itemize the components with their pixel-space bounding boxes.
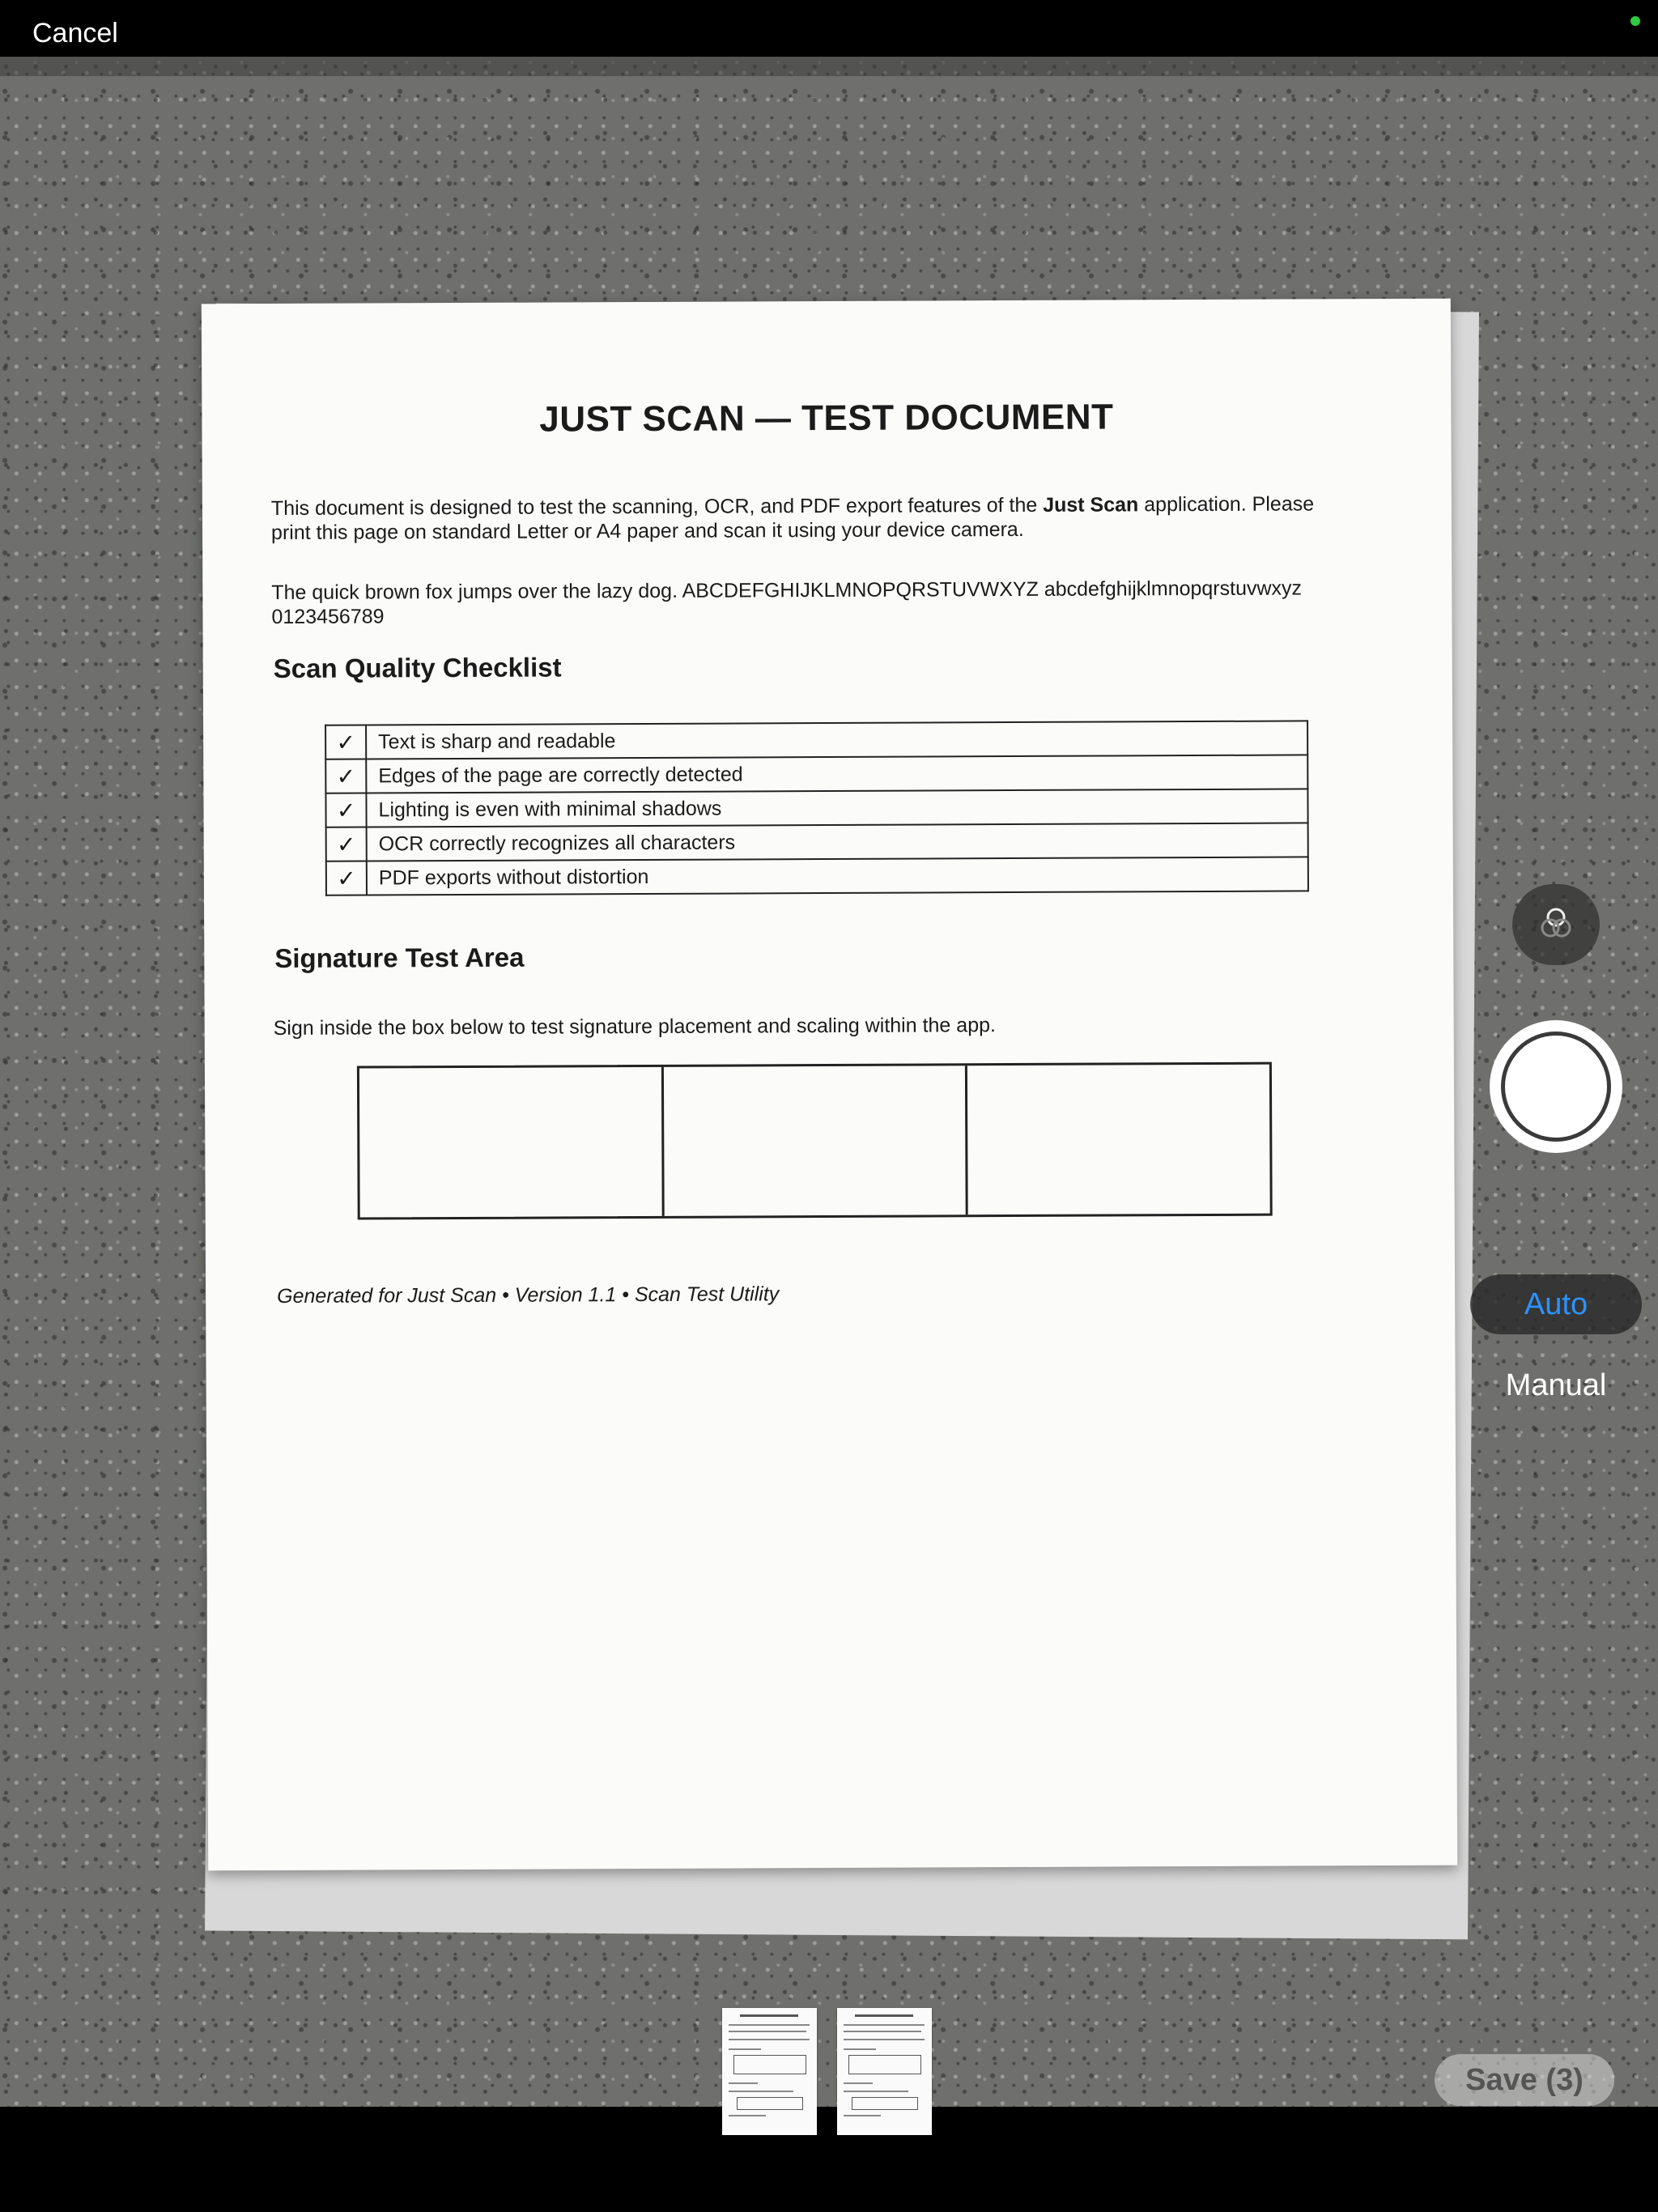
cancel-button[interactable]: Cancel: [32, 18, 118, 49]
shutter-inner-ring: [1501, 1032, 1611, 1142]
thumbnail-text-line: [844, 2082, 873, 2084]
thumbnail-text-line: [844, 2115, 881, 2116]
table-row: [325, 755, 1307, 793]
document-pangram: The quick brown fox jumps over the lazy dog. ABCDEFGHIJKLMNOPQRSTUVWXYZ abcdefghijklmnopqrstuvwxyz 0123456789: [271, 576, 1303, 629]
document-title: JUST SCAN — TEST DOCUMENT: [539, 397, 1114, 440]
thumbnail-text-line: [729, 2082, 758, 2084]
viewfinder-top-band: [0, 57, 1658, 76]
thumbnail-text-line: [729, 2039, 810, 2040]
thumbnail-signature-box: [852, 2097, 918, 2110]
thumbnail-table: [733, 2055, 806, 2074]
bottom-bar: [0, 2107, 1658, 2212]
thumbnail-text-line: [844, 2048, 876, 2050]
checklist-item: PDF exports without distortion: [367, 857, 1308, 895]
table-row: [326, 823, 1308, 861]
thumbnail-title-line: [855, 2014, 913, 2017]
thumbnail-text-line: [729, 2048, 761, 2050]
thumbnail-title-line: [740, 2014, 798, 2017]
check-mark: ✓: [325, 759, 366, 793]
thumbnail-text-line: [729, 2031, 806, 2032]
signature-area: [357, 1062, 1273, 1220]
scan-thumbnail[interactable]: [722, 2008, 817, 2135]
thumbnail-table: [848, 2055, 921, 2074]
shutter-button[interactable]: [1490, 1020, 1622, 1153]
checklist-item: Edges of the page are correctly detected: [366, 755, 1307, 793]
table-row: [325, 721, 1307, 759]
thumbnail-text-line: [844, 2039, 925, 2040]
signature-box: [967, 1065, 1269, 1215]
thumbnail-signature-box: [737, 2097, 803, 2110]
intro-app-name: Just Scan: [1043, 493, 1139, 517]
camera-active-indicator: [1630, 16, 1640, 26]
mode-manual-button[interactable]: Manual: [1505, 1368, 1607, 1402]
checklist-table: [325, 720, 1309, 895]
filter-button[interactable]: [1512, 884, 1600, 965]
document-footer: Generated for Just Scan • Version 1.1 • Scan Test Utility: [277, 1283, 780, 1308]
thumbnail-text-line: [729, 2024, 810, 2026]
thumbnail-text-line: [844, 2024, 925, 2026]
scan-thumbnail[interactable]: [837, 2008, 932, 2135]
check-mark: ✓: [325, 793, 366, 827]
thumbnail-text-line: [844, 2091, 908, 2092]
intro-text-start: This document is designed to test the scanning, OCR, and PDF export features of the: [270, 493, 1044, 521]
table-row: [325, 789, 1307, 827]
thumbnail-text-line: [729, 2091, 793, 2092]
checklist-item: OCR correctly recognizes all characters: [367, 823, 1308, 861]
checklist-item: Lighting is even with minimal shadows: [366, 789, 1307, 827]
signature-instruction: Sign inside the box below to test signature placement and scaling within the app.: [273, 1014, 996, 1040]
signature-box: [664, 1066, 968, 1216]
signature-box: [359, 1067, 664, 1218]
check-mark: ✓: [326, 827, 367, 861]
intro-text-end: application. Please print this page on standard Letter or A4 paper and scan it using your device camera.: [270, 492, 1315, 545]
mode-auto-button[interactable]: Auto: [1470, 1274, 1642, 1334]
check-mark: ✓: [326, 861, 367, 895]
table-row: [326, 857, 1308, 895]
filter-circles-icon: [1537, 905, 1575, 944]
signature-heading: Signature Test Area: [274, 942, 525, 973]
thumbnail-text-line: [844, 2031, 921, 2032]
document-intro: [271, 491, 1348, 545]
thumbnail-text-line: [729, 2115, 766, 2116]
top-bar: [0, 0, 1658, 57]
check-mark: ✓: [325, 725, 366, 759]
checklist-item: Text is sharp and readable: [366, 721, 1307, 759]
camera-viewfinder: [0, 57, 1658, 2107]
scanned-document: [202, 299, 1457, 1871]
checklist-heading: Scan Quality Checklist: [273, 652, 562, 683]
save-button[interactable]: Save (3): [1435, 2054, 1614, 2106]
